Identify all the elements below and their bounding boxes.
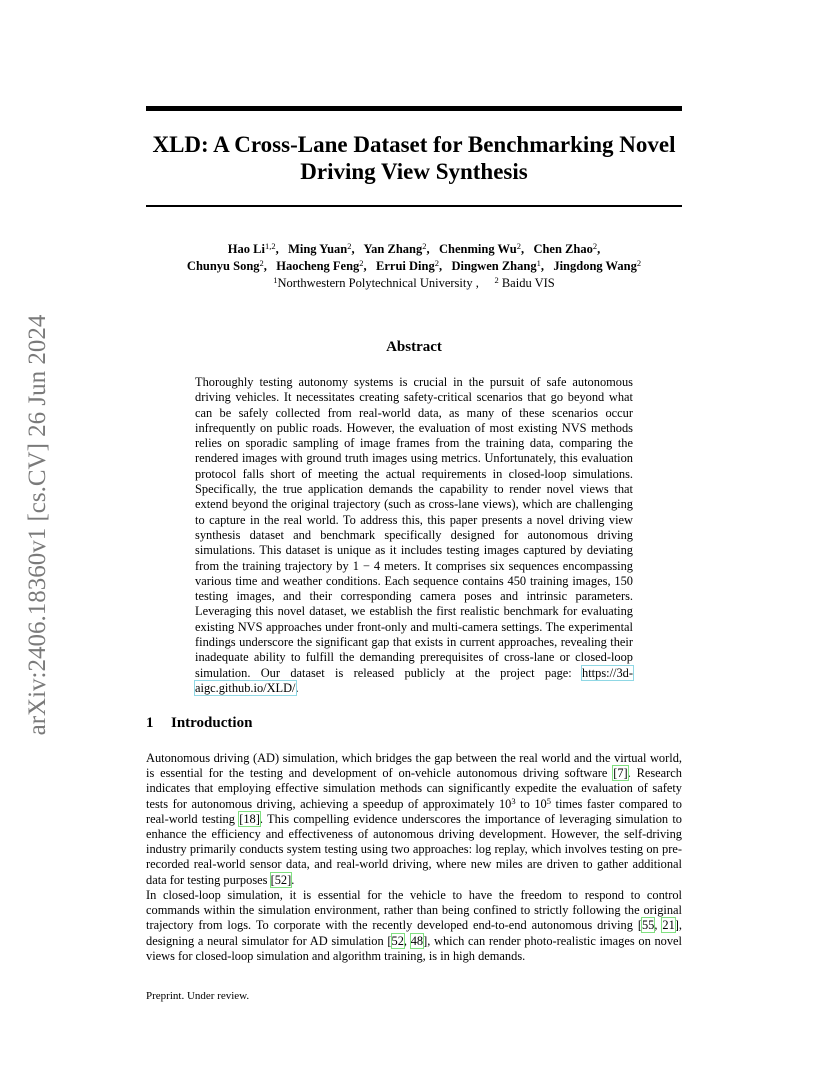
- author-list: [146, 241, 682, 275]
- author: Errui Ding$^2$,: [376, 258, 443, 273]
- citation-link[interactable]: 48: [410, 933, 424, 948]
- author: Yan Zhang$^2$,: [363, 241, 430, 256]
- title-bottom-rule: [146, 205, 682, 207]
- paper-title: XLD: A Cross-Lane Dataset for Benchmarking Novel Driving View Synthesis: [152, 132, 676, 184]
- section-title: Introduction: [171, 715, 253, 731]
- author: Chunyu Song$^2$,: [186, 258, 267, 273]
- footer-note: Preprint. Under review.: [146, 990, 250, 1002]
- author: Ming Yuan$^2$,: [288, 241, 355, 256]
- author: Haocheng Feng$^2$,: [276, 258, 367, 273]
- citation-link[interactable]: 21: [662, 918, 675, 933]
- arxiv-identifier: [19, 290, 57, 760]
- section-heading: [146, 715, 682, 732]
- project-page-link[interactable]: https://3d-aigc.github.io/XLD/: [195, 665, 633, 695]
- citation-link[interactable]: 55: [641, 918, 655, 933]
- author: Chenming Wu$^2$,: [439, 241, 525, 256]
- arxiv-id-text: arXiv:2406.18360v1 [cs.CV] 26 Jun 2024: [24, 314, 51, 736]
- author: Jingdong Wang$^2$: [553, 258, 642, 273]
- author: Dingwen Zhang$^1$,: [451, 258, 544, 273]
- author: Hao Li$^{1,2}$,: [227, 241, 279, 256]
- citation-link[interactable]: 52: [391, 933, 404, 948]
- abstract-heading: Abstract: [386, 339, 442, 355]
- abstract-body: Thoroughly testing autonomy systems is crucial in the pursuit of safe autonomous driving vehicles. It necessitates creating safety-critical scenarios that go beyond what can be safely collected from real-world data, as many of these scenarios occur infrequently on public roads. However, the evaluation of most existing NVS methods relies on sporadic sampling of image frames from the training data, comparing the rendered images with ground truth images using metrics. Unfortunately, this evaluation protocol falls short of meeting the actual requirements in closed-loop simulations. Specifically, the true application demands the capability to render novel views that extend beyond the original trajectory (such as cross-lane views), which are challenging to capture in the real world. To address this, this paper presents a novel driving view synthesis dataset and benchmark specifically designed for autonomous driving simulations. This dataset is unique as it includes testing images captured by deviating from the training trajectory by 1 − 4 meters. It comprises six sequences encompassing various time and weather conditions. Each sequence contains 450 training images, 150 testing images, and their corresponding camera poses and intrinsic parameters. Leveraging this novel dataset, we establish the first realistic benchmark for evaluating existing NVS approaches under front-only and multi-camera settings. The experimental findings underscore the significant gap that exists in current approaches, revealing their inadequate ability to fulfill the demanding prerequisites of cross-lane or closed-loop simulation. Our dataset is released publicly at the project page: https://3d-aigc.github.io/XLD/.: [195, 375, 633, 695]
- body-paragraph: Autonomous driving (AD) simulation, which bridges the gap between the real world and the virtual world, is essential for the testing and development of on-vehicle autonomous driving software [7]. Research indicates that employing effective simulation methods can significantly expedite the evaluation of safety tests for autonomous driving, achieving a speedup of approximately $10^3$ to $10^5$ times faster compared to real-world testing [18]. This compelling evidence underscores the importance of leveraging simulation to enhance the efficiency and effectiveness of autonomous driving development. However, the self-driving industry primarily conducts system testing using two approaches: log replay, which involves testing on pre-recorded real-world sensor data, and real-world driving, where new miles are driven to gather additional data for testing purposes [52].: [146, 751, 683, 887]
- author: Chen Zhao$^2$,: [533, 241, 601, 256]
- affiliation: $^2$ Baidu VIS: [494, 275, 555, 290]
- title-top-rule: [146, 106, 682, 111]
- citation-link[interactable]: [18]: [239, 811, 260, 826]
- author-block: [146, 241, 682, 292]
- affiliation: $^1$Northwestern Polytechnical University ,: [273, 275, 479, 290]
- citation-link[interactable]: [52]: [270, 872, 292, 887]
- body-paragraph: In closed-loop simulation, it is essential for the vehicle to have the freedom to respond to control commands within the simulation environment, rather than being confined to strictly following the original trajectory from logs. To corporate with the recently developed end-to-end autonomous driving [55, 21], designing a neural simulator for AD simulation [52, 48], which can render photo-realistic images on novel views for closed-loop simulation and algorithm training, is in high demands.: [146, 888, 682, 963]
- section-number: 1: [146, 715, 154, 731]
- affiliation-list: [146, 275, 682, 292]
- citation-link[interactable]: [7]: [613, 766, 628, 781]
